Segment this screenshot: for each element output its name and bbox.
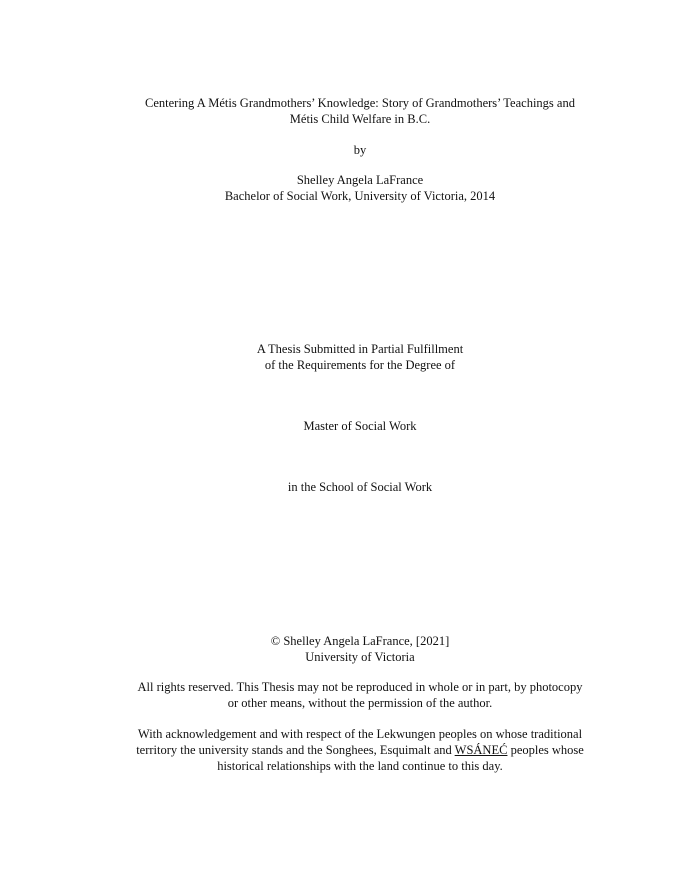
copyright-notice xyxy=(110,633,610,665)
land-acknowledgement xyxy=(110,726,610,774)
thesis-title-line-2: Métis Child Welfare in B.C. xyxy=(289,112,431,126)
by-label xyxy=(110,142,610,158)
submission-statement xyxy=(110,341,610,373)
degree-name xyxy=(110,418,610,434)
copyright-line-1: © Shelley Angela LaFrance, [2021] xyxy=(270,634,450,648)
school-name xyxy=(110,479,610,495)
submission-line-1: A Thesis Submitted in Partial Fulfillment xyxy=(256,342,464,356)
submission-line-2: of the Requirements for the Degree of xyxy=(264,358,456,372)
acknowledgement-line-1: With acknowledgement and with respect of the Lekwungen peoples on whose traditional xyxy=(137,727,583,741)
thesis-title xyxy=(110,95,610,127)
acknowledgement-line-2-prefix: territory the university stands and the Songhees, Esquimalt and xyxy=(136,743,455,757)
acknowledgement-line-2-suffix: peoples whose xyxy=(507,743,584,757)
rights-line-1: All rights reserved. This Thesis may not be reproduced in whole or in part, by photocopy xyxy=(137,680,583,694)
school-text: in the School of Social Work xyxy=(287,480,433,494)
thesis-title-line-1: Centering A Métis Grandmothers’ Knowledge: Story of Grandmothers’ Teachings and xyxy=(145,96,575,110)
author-block xyxy=(110,172,610,204)
by-text: by xyxy=(353,143,367,157)
acknowledgement-line-2 xyxy=(110,742,610,758)
degree-text: Master of Social Work xyxy=(303,419,417,433)
acknowledgement-line-3: historical relationships with the land continue to this day. xyxy=(217,759,503,773)
rights-statement xyxy=(110,679,610,711)
rights-line-2: or other means, without the permission of the author. xyxy=(227,696,493,710)
author-previous-degree: Bachelor of Social Work, University of Victoria, 2014 xyxy=(224,189,496,203)
author-name: Shelley Angela LaFrance xyxy=(296,173,424,187)
wsanec-nation-name: WSÁNEĆ xyxy=(454,743,508,757)
copyright-line-2: University of Victoria xyxy=(305,650,415,664)
